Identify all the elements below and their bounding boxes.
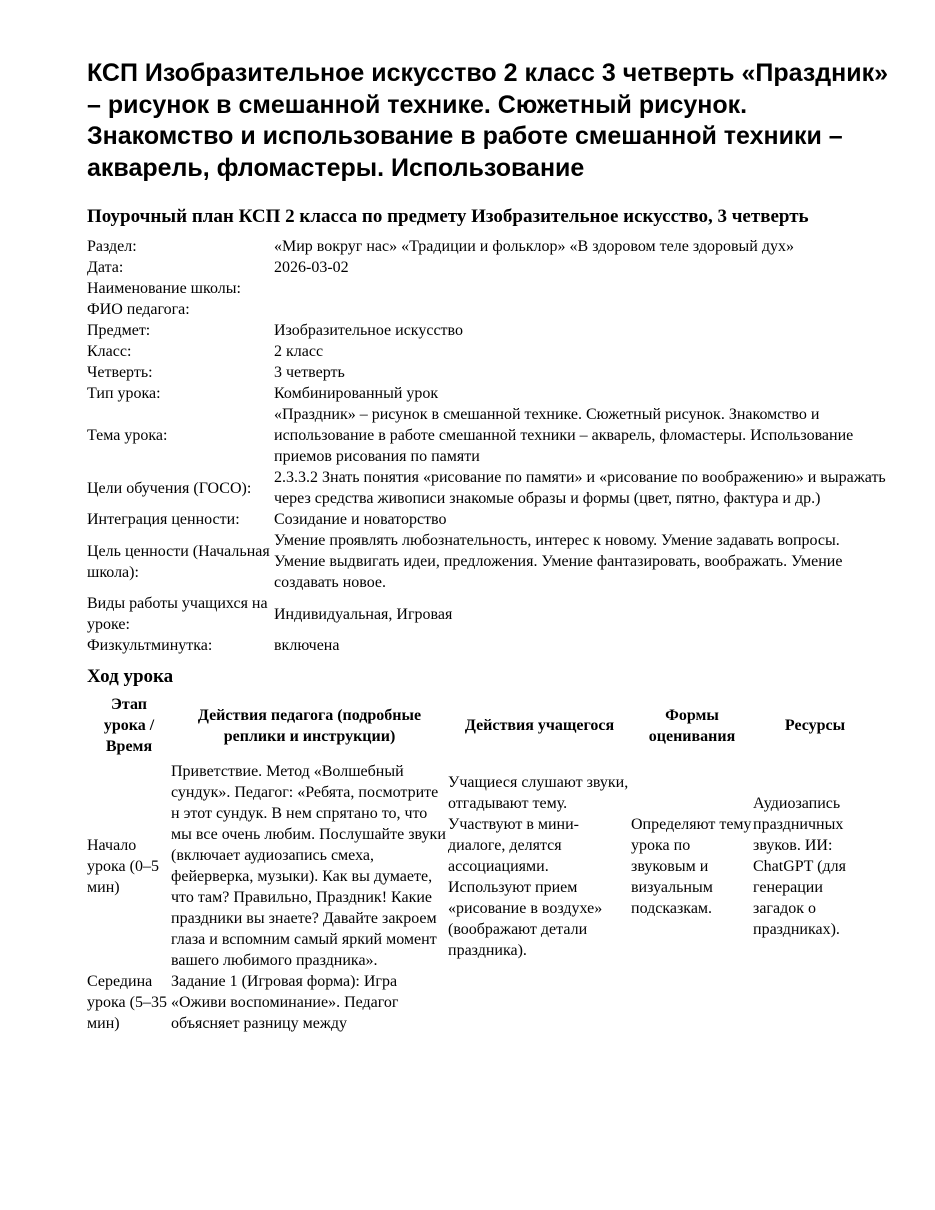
student-cell — [448, 971, 631, 1034]
info-value: Комбинированный урок — [274, 385, 439, 402]
lesson-progress-heading: Ход урока — [87, 666, 174, 687]
info-value: Индивидуальная, Игровая — [274, 605, 453, 623]
info-label: Цели обучения (ГОСО): — [87, 479, 252, 497]
document-title: КСП Изобразительное искусство 2 класс 3 четверть «Праздник» – рисунок в смешанной технике. Сюжетный рисунок. Знакомство и использование в работе смешанной техники – акварель, фломастеры. Использование — [87, 59, 889, 182]
student-cell: Учащиеся слушают звуки, отгадывают тему. Участвуют в мини-диалоге, делятся ассоциациями. Используют прием «рисование в воздухе» (воображают детали праздника). — [448, 773, 629, 959]
info-row-value-integration — [87, 509, 892, 530]
resources-cell: Аудиозапись праздничных звуков. ИИ: ChatGPT (для генерации загадок о праздниках). — [753, 794, 846, 938]
info-value: Изобразительное искусство — [274, 322, 463, 339]
info-label: ФИО педагога: — [87, 301, 190, 318]
info-value: «Мир вокруг нас» «Традиции и фольклор» «В здоровом теле здоровый дух» — [274, 238, 795, 255]
table-row — [87, 761, 877, 971]
info-row-school — [87, 278, 892, 299]
info-label: Класс: — [87, 343, 132, 360]
table-header-row — [87, 694, 877, 761]
info-label: Цель ценности (Начальная школа): — [87, 542, 270, 581]
assessment-cell: Определяют тему урока по звуковым и визуальным подсказкам. — [631, 815, 752, 917]
info-row-section — [87, 236, 892, 257]
lesson-info-table — [87, 236, 892, 656]
info-row-work-types — [87, 593, 892, 635]
header-resources: Ресурсы — [784, 717, 846, 734]
header-assessment: Формы оценивания — [648, 706, 736, 745]
plan-subtitle: Поурочный план КСП 2 класса по предмету Изобразительное искусство, 3 четверть — [87, 206, 809, 227]
document-page — [87, 58, 892, 1034]
info-value: 2 класс — [274, 343, 324, 360]
info-label: Виды работы учащихся на уроке: — [87, 595, 268, 633]
info-label: Тип урока: — [87, 385, 161, 402]
info-value: 3 четверть — [274, 364, 345, 381]
header-stage: Этап урока / Время — [103, 696, 155, 755]
lesson-progress-table — [87, 694, 877, 1034]
info-label: Тема урока: — [87, 427, 168, 444]
info-row-date — [87, 257, 892, 278]
stage-cell: Начало урока (0–5 мин) — [87, 836, 159, 896]
stage-cell: Середина урока (5–35 мин) — [87, 973, 167, 1032]
info-row-grade — [87, 341, 892, 362]
info-row-lesson-type — [87, 383, 892, 404]
resources-cell — [753, 971, 877, 1034]
header-teacher-actions: Действия педагога (подробные реплики и инструкции) — [197, 706, 422, 745]
info-value: «Праздник» – рисунок в смешанной технике. Сюжетный рисунок. Знакомство и использование в работе смешанной техники – акварель, фломастеры. Использование приемов рисования по памяти — [274, 406, 854, 465]
header-student-actions: Действия учащегося — [464, 717, 615, 734]
info-value: включена — [274, 637, 340, 654]
info-label: Раздел: — [87, 238, 137, 255]
info-label: Предмет: — [87, 322, 151, 339]
info-row-teacher — [87, 299, 892, 320]
teacher-cell: Приветствие. Метод «Волшебный сундук». Педагог: «Ребята, посмотрите н этот сундук. В нем спрятано то, что мы все очень любим. Послушайте звуки (включает аудиозапись смеха, фейерверка, музыки). Как вы думаете, что там? Правильно, Праздник! Какие праздники вы знаете? Давайте закроем глаза и вспомним самый яркий момент вашего любимого праздника». — [171, 763, 446, 969]
info-label: Физкультминутка: — [87, 637, 213, 654]
info-value — [274, 299, 892, 320]
info-row-value-goal — [87, 530, 892, 593]
info-label: Интеграция ценности: — [87, 511, 240, 528]
info-row-goals — [87, 467, 892, 509]
info-label: Наименование школы: — [87, 280, 241, 297]
info-value: Созидание и новаторство — [274, 511, 447, 528]
table-row — [87, 971, 877, 1034]
info-label: Четверть: — [87, 364, 153, 381]
info-label: Дата: — [87, 259, 124, 276]
info-value: 2026-03-02 — [274, 259, 349, 276]
teacher-cell: Задание 1 (Игровая форма): Игра «Оживи воспоминание». Педагог объясняет разницу между — [171, 973, 399, 1032]
info-row-topic — [87, 404, 892, 467]
assessment-cell — [631, 971, 753, 1034]
info-row-pe-break — [87, 635, 892, 656]
info-row-subject — [87, 320, 892, 341]
info-value — [274, 278, 892, 299]
info-value: 2.3.3.2 Знать понятия «рисование по памяти» и «рисование по воображению» и выражать через средства живописи знакомые образы и формы (цвет, пятно, фактура и др.) — [274, 469, 886, 507]
info-row-quarter — [87, 362, 892, 383]
info-value: Умение проявлять любознательность, интерес к новому. Умение задавать вопросы. Умение выдвигать идеи, предложения. Умение фантазировать, воображать. Умение создавать новое. — [274, 532, 843, 591]
